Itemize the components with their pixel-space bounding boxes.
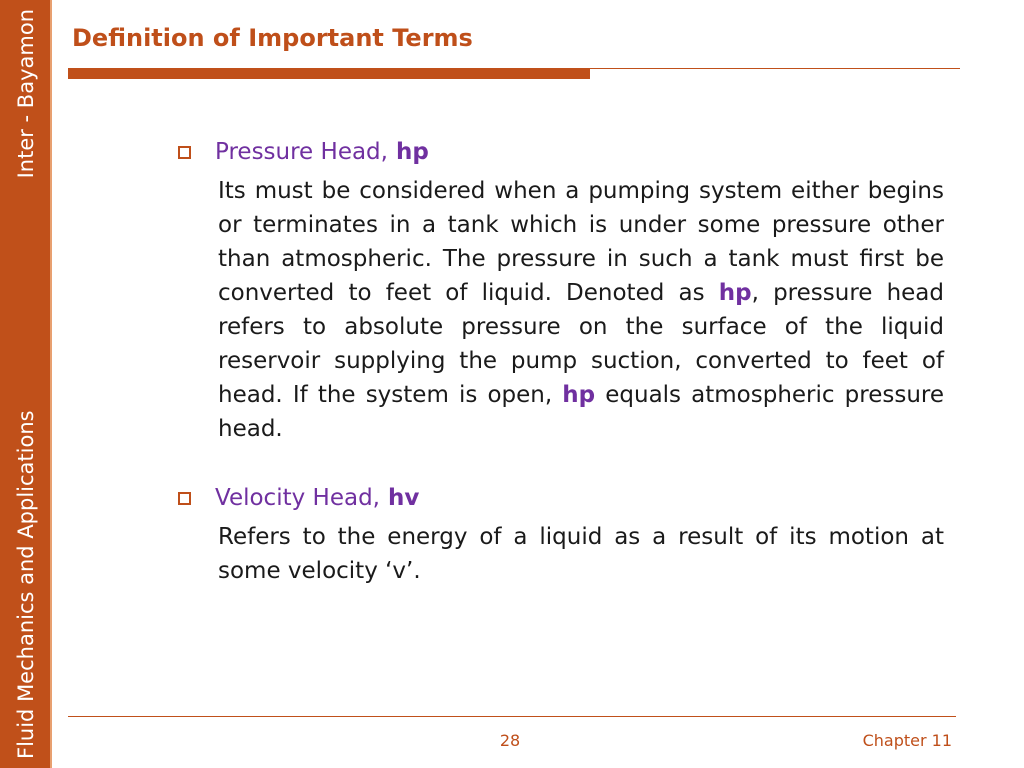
slide-title: Definition of Important Terms	[72, 24, 473, 52]
definition-text: equals atmospheric pressure head.	[218, 382, 944, 442]
slide-content	[174, 134, 944, 588]
definition-text: Refers to the energy of a liquid as a result of its motion at some velocity ‘v’.	[218, 524, 944, 584]
square-bullet-icon	[178, 492, 191, 505]
term-label: Pressure Head,	[215, 139, 388, 165]
symbol-highlight: hp	[718, 280, 752, 306]
term-pressure-head	[174, 134, 944, 170]
page-number: 28	[499, 731, 521, 750]
term-label: Velocity Head,	[215, 485, 380, 511]
term-symbol: hv	[388, 485, 420, 511]
symbol-highlight: hp	[562, 382, 596, 408]
school-name: Inter - Bayamon	[14, 9, 38, 179]
square-bullet-icon	[178, 146, 191, 159]
chapter-label: Chapter 11	[862, 731, 952, 750]
pressure-head-definition	[218, 174, 944, 480]
footer-divider	[68, 716, 956, 717]
definition-text: , pressure head refers to absolute pressure on the surface of the liquid reservoir supplying the pump suction, converted to feet of head. If the system is open,	[218, 280, 945, 408]
definition-text: Its must be considered when a pumping system either begins or terminates in a tank which is under some pressure other than atmospheric. The pressure in such a tank must first be converted to feet of liquid. Denoted as	[218, 178, 944, 306]
term-symbol: hp	[395, 139, 429, 165]
course-title: Fluid Mechanics and Applications	[14, 410, 38, 759]
term-velocity-head	[174, 480, 944, 516]
sidebar-text	[13, 9, 39, 759]
sidebar	[0, 0, 52, 768]
title-accent-bar	[68, 68, 590, 79]
velocity-head-definition	[218, 520, 944, 588]
